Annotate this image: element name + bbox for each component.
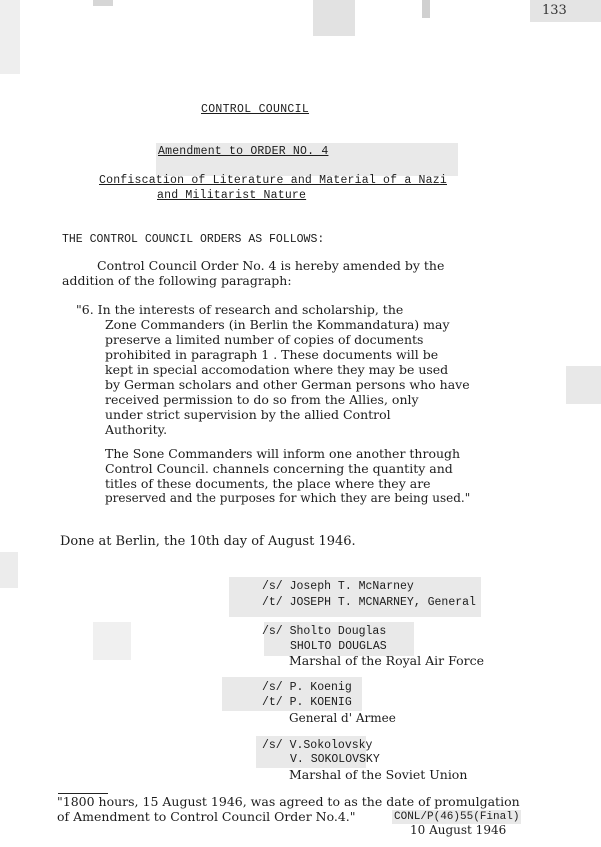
paragraph-6 [76,302,470,437]
rank-sokolovsky: Marshal of the Soviet Union [289,767,468,782]
document-reference: CONL/P(46)55(Final) [394,811,520,823]
amendment-title [156,143,458,176]
paragraph-6-line: under strict supervision by the allied Control [105,407,391,422]
amendment-title-text: Amendment to ORDER NO. 4 [158,145,329,158]
paragraph-6-line: kept in special accomodation where they may be used [105,362,449,377]
orders-line: THE CONTROL COUNCIL ORDERS AS FOLLOWS: [62,233,325,246]
subject-line [157,189,306,202]
subject-line [99,174,447,187]
scan-artifact [93,622,131,660]
subject-line-2: and Militarist Nature [157,189,307,202]
done-line: Done at Berlin, the 10th day of August 1946. [60,534,356,549]
paragraph-6-line: Zone Commanders (in Berlin the Kommandatura) may [105,317,450,332]
footnote-line: "1800 hours, 15 August 1946, was agreed to as the date of promulgation [57,794,520,809]
typed-name-sokolovsky: V. SOKOLOVSKY [290,753,380,766]
paragraph-6-line: preserve a limited number of copies of documents [105,332,424,347]
paragraph-b [105,446,470,506]
signature-mcnarney: /s/ Joseph T. McNarney [262,580,414,593]
paragraph-b-line: titles of these documents, the place where they are [105,476,431,491]
signature-douglas: /s/ Sholto Douglas [262,625,387,638]
signature-sokolovsky: /s/ V.Sokolovsky [262,739,373,752]
rank-koenig: General d' Armee [289,711,396,725]
scan-artifact [0,552,18,588]
document-heading: CONTROL COUNCIL [201,103,310,116]
paragraph-6-line: by German scholars and other German persons who have [105,377,470,392]
rank-douglas: Marshal of the Royal Air Force [289,653,484,668]
scan-artifact [313,0,355,36]
typed-name-douglas: SHOLTO DOUGLAS [290,640,387,653]
paragraph-b-line: The Sone Commanders will inform one another through [105,446,461,461]
signature-koenig: /s/ P. Koenig [262,681,352,694]
intro-line: Control Council Order No. 4 is hereby amended by the [97,258,445,273]
scan-artifact [93,0,113,6]
footnote-line: of Amendment to Control Council Order No.4." [57,809,356,824]
scan-artifact [566,366,601,404]
paragraph-6-line: "6. In the interests of research and scholarship, the [76,302,404,317]
paragraph-6-line: received permission to do so from the Allies, only [105,392,419,407]
scan-artifact [0,0,20,74]
typed-name-mcnarney: /t/ JOSEPH T. MCNARNEY, General [262,596,476,609]
subject-line-1: Confiscation of Literature and Material of a Nazi [99,174,447,187]
typed-name-koenig: /t/ P. KOENIG [262,696,352,709]
paragraph-6-line: Authority. [105,422,168,437]
paragraph-b-line: Control Council. channels concerning the quantity and [105,461,453,476]
paragraph-6-line: prohibited in paragraph 1 . These documents will be [105,347,439,362]
scan-artifact [422,0,430,18]
page-number: 133 [542,3,567,18]
reference-date: 10 August 1946 [410,823,507,837]
intro-line: addition of the following paragraph: [62,273,292,288]
paragraph-b-line: preserved and the purposes for which they are being used." [105,491,471,505]
